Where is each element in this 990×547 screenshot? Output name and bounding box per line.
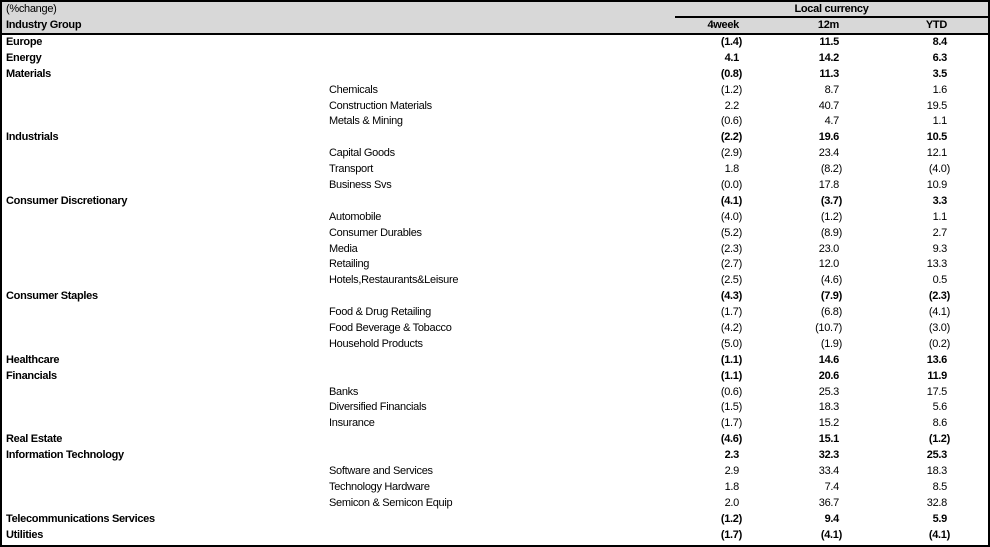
industry-label: Banks bbox=[329, 385, 359, 398]
table-row bbox=[2, 385, 988, 401]
industry-label: Chemicals bbox=[329, 83, 378, 96]
industry-label: Technology Hardware bbox=[329, 480, 430, 493]
value-12m: (1.2) bbox=[820, 210, 842, 223]
table-row bbox=[2, 146, 988, 162]
industry-label: Business Svs bbox=[329, 179, 392, 192]
value-ytd: 9.3 bbox=[932, 242, 947, 255]
table-row bbox=[2, 448, 988, 464]
table-row bbox=[2, 162, 988, 178]
value-4week: (1.2) bbox=[720, 512, 742, 525]
value-12m: 9.4 bbox=[824, 512, 839, 525]
table-row bbox=[2, 51, 988, 67]
industry-label: Industrials bbox=[6, 131, 59, 144]
industry-label: Energy bbox=[6, 51, 42, 64]
table-row bbox=[2, 67, 988, 83]
value-ytd: 1.1 bbox=[932, 115, 947, 128]
industry-label: Transport bbox=[329, 163, 373, 176]
table-row bbox=[2, 130, 988, 146]
industry-label: Hotels,Restaurants&Leisure bbox=[329, 274, 459, 287]
value-4week: (1.5) bbox=[720, 401, 742, 414]
table-row bbox=[2, 496, 988, 512]
value-12m: 23.0 bbox=[818, 242, 839, 255]
industry-label: Retailing bbox=[329, 258, 370, 271]
value-ytd: 32.8 bbox=[926, 496, 947, 509]
value-4week: (4.2) bbox=[720, 322, 742, 335]
value-ytd: 1.6 bbox=[932, 83, 947, 96]
header-row-group bbox=[2, 2, 988, 17]
table-row bbox=[2, 416, 988, 432]
value-4week: (0.8) bbox=[720, 67, 742, 80]
value-4week: (1.7) bbox=[720, 306, 742, 319]
table-row bbox=[2, 289, 988, 305]
value-4week: (1.7) bbox=[720, 528, 742, 541]
industry-label: Diversified Financials bbox=[329, 401, 427, 414]
table-row bbox=[2, 353, 988, 369]
value-ytd: 2.7 bbox=[932, 226, 947, 239]
value-ytd: 10.9 bbox=[926, 179, 947, 192]
table-body bbox=[2, 35, 988, 544]
value-12m: 18.3 bbox=[818, 401, 839, 414]
value-12m: (8.9) bbox=[820, 226, 842, 239]
table-row bbox=[2, 400, 988, 416]
header-row-columns bbox=[2, 17, 988, 33]
industry-label: Materials bbox=[6, 67, 51, 80]
table-row bbox=[2, 369, 988, 385]
value-ytd: 18.3 bbox=[926, 465, 947, 478]
value-4week: (4.1) bbox=[720, 194, 742, 207]
column-header-4week: 4week bbox=[707, 19, 739, 31]
value-ytd: 12.1 bbox=[926, 147, 947, 160]
value-12m: 40.7 bbox=[818, 99, 839, 112]
table-row bbox=[2, 178, 988, 194]
value-4week: (5.2) bbox=[720, 226, 742, 239]
table-row bbox=[2, 35, 988, 51]
industry-label: Europe bbox=[6, 36, 43, 48]
value-ytd: 13.6 bbox=[926, 353, 947, 366]
table-row bbox=[2, 194, 988, 210]
value-ytd: 8.4 bbox=[932, 36, 947, 48]
table-row bbox=[2, 257, 988, 273]
value-4week: (1.4) bbox=[720, 36, 742, 48]
industry-label: Real Estate bbox=[6, 433, 63, 446]
value-ytd: (3.0) bbox=[928, 322, 950, 335]
value-4week: 2.9 bbox=[724, 465, 739, 478]
value-ytd: 0.5 bbox=[932, 274, 947, 287]
value-12m: (4.1) bbox=[820, 528, 842, 541]
industry-label: Semicon & Semicon Equip bbox=[329, 496, 453, 509]
table-row bbox=[2, 114, 988, 130]
table-row bbox=[2, 305, 988, 321]
value-ytd: 8.5 bbox=[932, 480, 947, 493]
value-4week: 2.0 bbox=[724, 496, 739, 509]
column-header-ytd: YTD bbox=[925, 19, 947, 31]
value-12m: 33.4 bbox=[818, 465, 839, 478]
value-ytd: 3.5 bbox=[932, 67, 947, 80]
table-row bbox=[2, 83, 988, 99]
value-4week: (2.7) bbox=[720, 258, 742, 271]
value-4week: (1.1) bbox=[720, 353, 742, 366]
industry-label: Capital Goods bbox=[329, 147, 395, 160]
value-12m: 36.7 bbox=[818, 496, 839, 509]
value-4week: (0.6) bbox=[720, 385, 742, 398]
value-4week: (0.0) bbox=[720, 179, 742, 192]
value-12m: 11.3 bbox=[819, 67, 839, 80]
table-header bbox=[2, 2, 988, 35]
value-4week: (4.3) bbox=[720, 290, 742, 303]
value-4week: (2.9) bbox=[720, 147, 742, 160]
value-ytd: 10.5 bbox=[926, 131, 947, 144]
value-12m: 14.6 bbox=[818, 353, 839, 366]
industry-label: Consumer Staples bbox=[6, 290, 98, 303]
value-12m: 7.4 bbox=[824, 480, 839, 493]
table-row bbox=[2, 528, 988, 544]
value-ytd: (2.3) bbox=[928, 290, 950, 303]
value-12m: 15.2 bbox=[818, 417, 839, 430]
industry-label: Food & Drug Retailing bbox=[329, 306, 431, 319]
value-12m: (8.2) bbox=[820, 163, 842, 176]
table-row bbox=[2, 99, 988, 115]
value-12m: 32.3 bbox=[818, 449, 839, 462]
table-row bbox=[2, 226, 988, 242]
value-4week: (4.0) bbox=[720, 210, 742, 223]
value-4week: (2.3) bbox=[720, 242, 742, 255]
value-4week: (1.7) bbox=[720, 417, 742, 430]
percent-change-label: (%change) bbox=[6, 3, 57, 15]
value-ytd: 5.6 bbox=[932, 401, 947, 414]
value-12m: 20.6 bbox=[818, 369, 839, 382]
value-4week: 1.8 bbox=[724, 163, 739, 176]
table-row bbox=[2, 464, 988, 480]
industry-group-column-header: Industry Group bbox=[6, 19, 82, 31]
table-row bbox=[2, 321, 988, 337]
value-12m: 25.3 bbox=[818, 385, 839, 398]
industry-label: Telecommunications Services bbox=[6, 512, 155, 525]
value-4week: 4.1 bbox=[724, 51, 739, 64]
table-row bbox=[2, 337, 988, 353]
value-12m: (1.9) bbox=[820, 337, 842, 350]
value-4week: (5.0) bbox=[720, 337, 742, 350]
value-4week: (1.2) bbox=[720, 83, 742, 96]
industry-label: Insurance bbox=[329, 417, 375, 430]
value-4week: (4.6) bbox=[720, 433, 742, 446]
value-12m: (6.8) bbox=[820, 306, 842, 319]
value-12m: (7.9) bbox=[820, 290, 842, 303]
value-12m: 17.8 bbox=[818, 179, 839, 192]
industry-label: Consumer Discretionary bbox=[6, 194, 128, 207]
table-row bbox=[2, 432, 988, 448]
value-ytd: 13.3 bbox=[926, 258, 947, 271]
table-row bbox=[2, 512, 988, 528]
value-ytd: 17.5 bbox=[926, 385, 947, 398]
value-12m: (10.7) bbox=[815, 322, 842, 335]
value-4week: (0.6) bbox=[720, 115, 742, 128]
value-ytd: (4.1) bbox=[928, 306, 950, 319]
table-row bbox=[2, 210, 988, 226]
industry-label: Household Products bbox=[329, 337, 423, 350]
table-row bbox=[2, 273, 988, 289]
industry-label: Information Technology bbox=[6, 449, 124, 462]
value-ytd: (1.2) bbox=[928, 433, 950, 446]
value-4week: (1.1) bbox=[720, 369, 742, 382]
local-currency-group-header: Local currency bbox=[675, 2, 988, 18]
industry-label: Financials bbox=[6, 369, 57, 382]
value-ytd: 5.9 bbox=[932, 512, 947, 525]
value-12m: 12.0 bbox=[818, 258, 839, 271]
industry-label: Construction Materials bbox=[329, 99, 432, 112]
column-header-12m: 12m bbox=[817, 19, 839, 31]
value-ytd: 6.3 bbox=[932, 51, 947, 64]
value-12m: 15.1 bbox=[818, 433, 839, 446]
value-ytd: (4.1) bbox=[928, 528, 950, 541]
industry-label: Food Beverage & Tobacco bbox=[329, 322, 452, 335]
table-row bbox=[2, 242, 988, 258]
value-12m: 14.2 bbox=[818, 51, 839, 64]
value-12m: (3.7) bbox=[820, 194, 842, 207]
value-4week: (2.2) bbox=[720, 131, 742, 144]
value-ytd: (0.2) bbox=[928, 337, 950, 350]
value-12m: (4.6) bbox=[820, 274, 842, 287]
value-4week: 2.3 bbox=[724, 449, 739, 462]
value-4week: 2.2 bbox=[724, 99, 739, 112]
value-ytd: 1.1 bbox=[932, 210, 947, 223]
industry-label: Utilities bbox=[6, 528, 44, 541]
value-ytd: 19.5 bbox=[926, 99, 947, 112]
table-row bbox=[2, 480, 988, 496]
industry-label: Software and Services bbox=[329, 465, 433, 478]
value-ytd: (4.0) bbox=[928, 163, 950, 176]
industry-label: Media bbox=[329, 242, 358, 255]
value-ytd: 11.9 bbox=[927, 369, 947, 382]
value-12m: 4.7 bbox=[824, 115, 839, 128]
value-12m: 11.5 bbox=[819, 36, 839, 48]
value-ytd: 8.6 bbox=[932, 417, 947, 430]
industry-label: Metals & Mining bbox=[329, 115, 403, 128]
industry-label: Consumer Durables bbox=[329, 226, 422, 239]
value-12m: 19.6 bbox=[818, 131, 839, 144]
value-12m: 8.7 bbox=[824, 83, 839, 96]
industry-label: Automobile bbox=[329, 210, 382, 223]
value-12m: 23.4 bbox=[818, 147, 839, 160]
value-4week: (2.5) bbox=[720, 274, 742, 287]
value-4week: 1.8 bbox=[724, 480, 739, 493]
value-ytd: 3.3 bbox=[932, 194, 947, 207]
industry-label: Healthcare bbox=[6, 353, 60, 366]
value-ytd: 25.3 bbox=[926, 449, 947, 462]
